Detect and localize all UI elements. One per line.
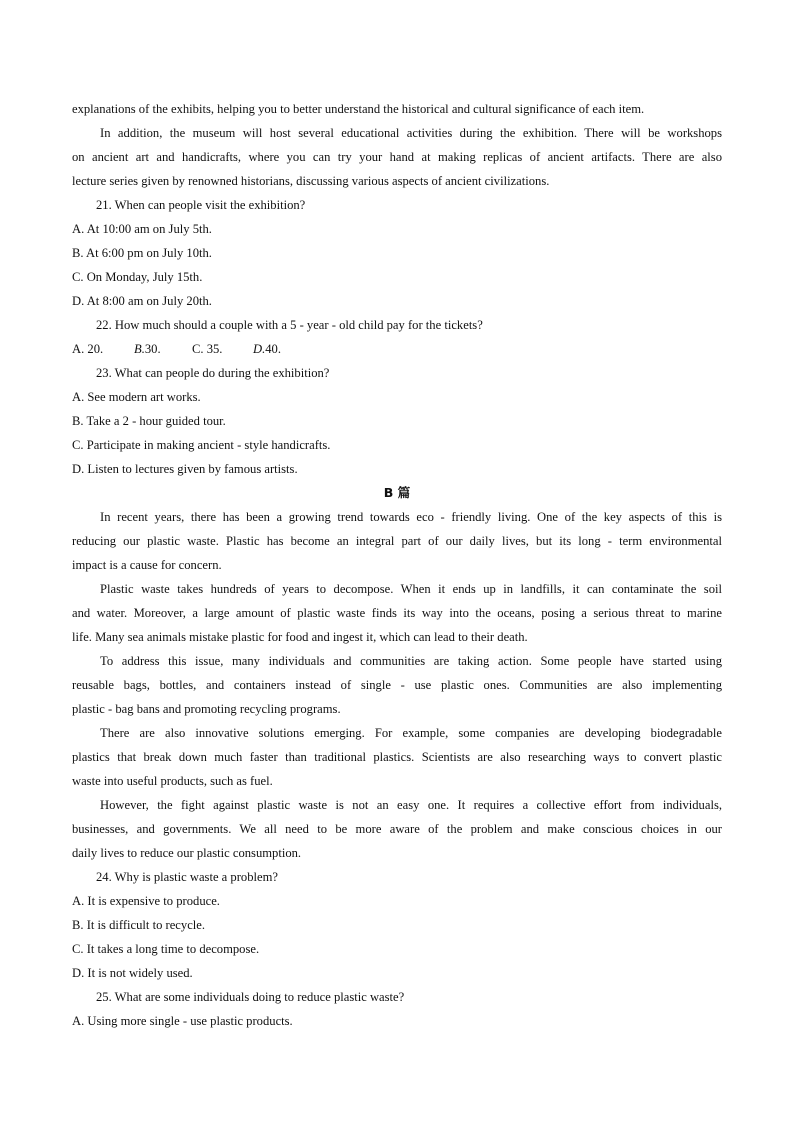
passage-line: waste into useful products, such as fuel.: [72, 774, 273, 788]
question-24: [72, 865, 722, 985]
paragraph: [72, 649, 722, 721]
answer-option: A. Using more single - use plastic products.: [72, 1014, 293, 1028]
question-stem: 24. Why is plastic waste a problem?: [96, 870, 278, 884]
passage-line: lecture series given by renowned historians, discussing various aspects of ancient civilizations.: [72, 174, 550, 188]
passage-line: There are also innovative solutions emerging. For example, some companies are developing biodegradable: [100, 726, 722, 740]
question-stem: 22. How much should a couple with a 5 - year - old child pay for the tickets?: [96, 318, 483, 332]
passage-line: To address this issue, many individuals and communities are taking action. Some people have started using: [100, 654, 722, 668]
passage-line: However, the fight against plastic waste is not an easy one. It requires a collective effort from individuals,: [100, 798, 722, 812]
answer-option: D. It is not widely used.: [72, 966, 193, 980]
answer-option: A. At 10:00 am on July 5th.: [72, 222, 212, 236]
question-21: [72, 193, 722, 313]
passage-line: life. Many sea animals mistake plastic for food and ingest it, which can lead to their death.: [72, 630, 528, 644]
answer-option: C. It takes a long time to decompose.: [72, 942, 260, 956]
passage-line: In addition, the museum will host several educational activities during the exhibition. There will be workshops: [100, 126, 722, 140]
answer-option: A. See modern art works.: [72, 390, 201, 404]
passage-line: on ancient art and handicrafts, where you can try your hand at making replicas of ancient artifacts. There are also: [72, 150, 722, 164]
option-letter: B.: [134, 342, 145, 356]
passage-line: reusable bags, bottles, and containers instead of single - use plastic ones. Communities are also implementing: [72, 678, 722, 692]
answer-options-row: [72, 337, 722, 361]
passage-line: Plastic waste takes hundreds of years to decompose. When it ends up in landfills, it can contaminate the soil: [100, 582, 722, 596]
answer-option: B. At 6:00 pm on July 10th.: [72, 246, 212, 260]
passage-b: [72, 505, 722, 865]
question-22: [72, 313, 722, 361]
passage-line: businesses, and governments. We all need to be more aware of the problem and make conscious choices in our: [72, 822, 722, 836]
question-stem: 25. What are some individuals doing to reduce plastic waste?: [96, 990, 405, 1004]
answer-option-a: A. 20.: [72, 342, 104, 356]
option-value: 40.: [265, 342, 281, 356]
question-23: [72, 361, 722, 481]
answer-option: D. Listen to lectures given by famous artists.: [72, 462, 298, 476]
answer-option-b: [134, 337, 192, 361]
answer-option-c: C. 35.: [192, 342, 223, 356]
passage-line: impact is a cause for concern.: [72, 558, 222, 572]
question-stem: 23. What can people do during the exhibition?: [96, 366, 330, 380]
option-value: 30.: [144, 342, 161, 356]
passage-line: explanations of the exhibits, helping you to better understand the historical and cultural significance of each item.: [72, 102, 645, 116]
question-stem: 21. When can people visit the exhibition?: [96, 198, 306, 212]
paragraph: [72, 793, 722, 865]
passage-line: daily lives to reduce our plastic consumption.: [72, 846, 302, 860]
question-25: [72, 985, 722, 1033]
passage-line: plastic - bag bans and promoting recycling programs.: [72, 702, 341, 716]
option-letter: D.: [253, 342, 266, 356]
passage-line: and water. Moreover, a large amount of plastic waste finds its way into the oceans, posing a serious threat to marine: [72, 606, 722, 620]
answer-option: C. Participate in making ancient - style handicrafts.: [72, 438, 331, 452]
paragraph: [72, 721, 722, 793]
answer-option: B. It is difficult to recycle.: [72, 918, 206, 932]
passage-line: reducing our plastic waste. Plastic has become an integral part of our daily lives, but its long - term environmental: [72, 534, 722, 548]
passage-a-continuation: [72, 97, 722, 193]
answer-option: C. On Monday, July 15th.: [72, 270, 203, 284]
paragraph: [72, 577, 722, 649]
paragraph: [72, 505, 722, 577]
answer-option: A. It is expensive to produce.: [72, 894, 220, 908]
passage-line: plastics that break down much faster than traditional plastics. Scientists are also researching ways to convert plastic: [72, 750, 722, 764]
answer-option: B. Take a 2 - hour guided tour.: [72, 414, 226, 428]
exam-page: [72, 97, 722, 1033]
passage-line: In recent years, there has been a growing trend towards eco - friendly living. One of the key aspects of this is: [100, 510, 722, 524]
answer-option: D. At 8:00 am on July 20th.: [72, 294, 212, 308]
answer-option-d: [253, 337, 281, 361]
section-heading: B 篇: [383, 485, 411, 500]
